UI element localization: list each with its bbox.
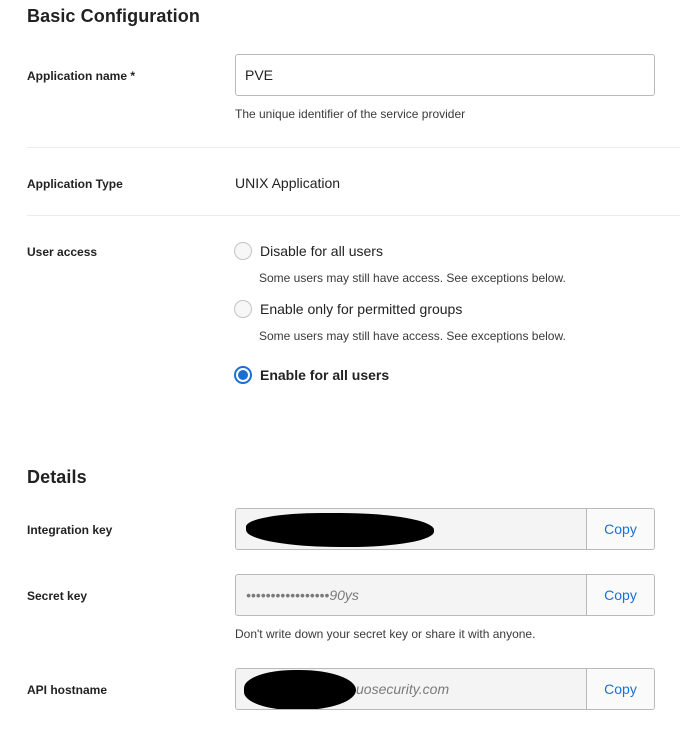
section-title-basic-configuration: Basic Configuration [27, 6, 200, 26]
radio-label: Enable only for permitted groups [260, 301, 463, 317]
copy-integration-key-button[interactable]: Copy [586, 509, 654, 549]
application-name-label: Application name * [27, 69, 136, 83]
radio-description: Some users may still have access. See exceptions below. [259, 271, 566, 285]
api-hostname-field [235, 668, 655, 710]
radio-enable-for-permitted-groups[interactable] [234, 300, 462, 318]
application-type-value: UNIX Application [235, 175, 341, 191]
copy-secret-key-button[interactable]: Copy [586, 575, 654, 615]
integration-key-field [235, 508, 655, 550]
radio-description: Some users may still have access. See exceptions below. [259, 329, 566, 343]
radio-enable-for-all-users[interactable] [234, 366, 389, 384]
application-type-label: Application Type [27, 177, 123, 191]
secret-key-field [235, 574, 655, 616]
integration-key-value [236, 509, 586, 549]
divider [27, 215, 680, 216]
radio-disable-for-all-users[interactable] [234, 242, 383, 260]
api-hostname-text: uosecurity.com [356, 681, 450, 697]
redaction-mark [246, 513, 434, 547]
application-name-help: The unique identifier of the service provider [235, 107, 466, 121]
section-title-details: Details [27, 467, 87, 487]
secret-key-help: Don't write down your secret key or share it with anyone. [235, 627, 536, 641]
divider [27, 147, 680, 148]
user-access-label: User access [27, 245, 98, 259]
radio-label: Disable for all users [260, 243, 383, 259]
integration-key-label: Integration key [27, 523, 113, 537]
radio-button[interactable] [234, 300, 252, 318]
radio-button-checked[interactable] [234, 366, 252, 384]
api-hostname-label: API hostname [27, 683, 108, 697]
secret-key-value: •••••••••••••••••90ys [246, 587, 359, 603]
redaction-mark [244, 670, 356, 710]
api-hostname-value [236, 669, 586, 709]
application-name-input[interactable] [235, 54, 655, 96]
copy-api-hostname-button[interactable]: Copy [586, 669, 654, 709]
radio-label: Enable for all users [260, 367, 390, 383]
secret-key-label: Secret key [27, 589, 88, 603]
radio-button[interactable] [234, 242, 252, 260]
